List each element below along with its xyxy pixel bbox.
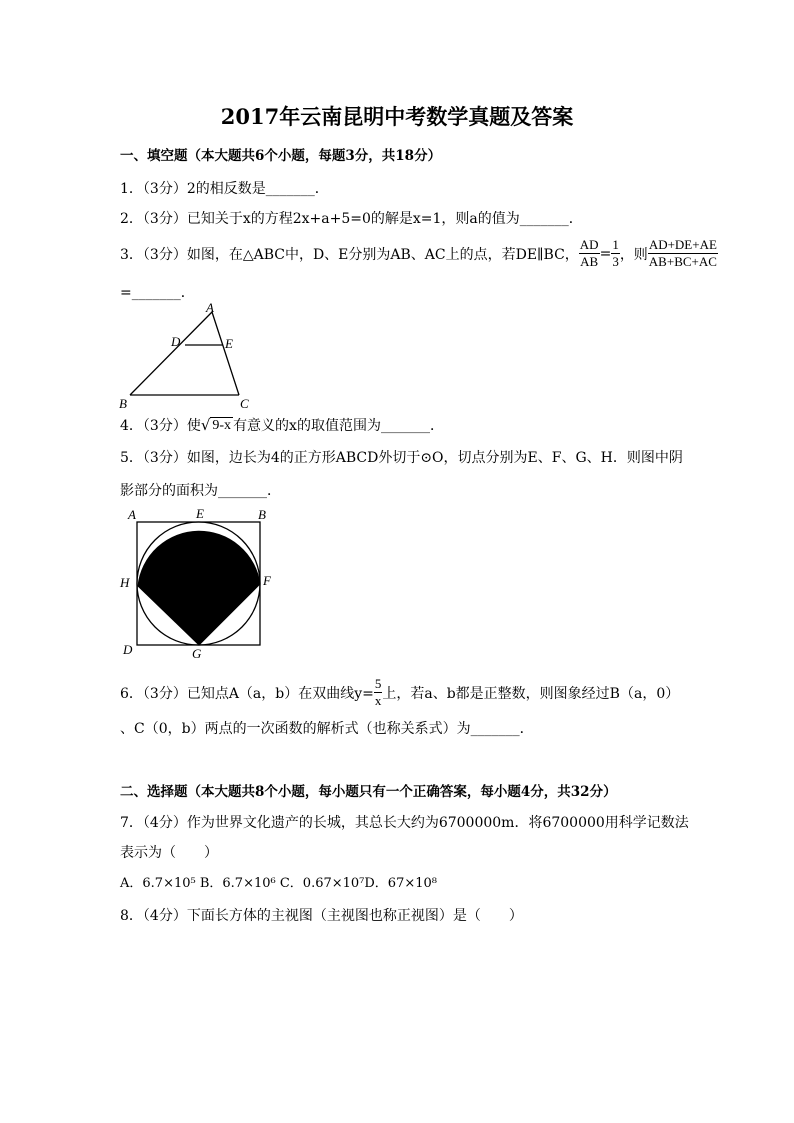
question-3 [120,237,718,270]
label-b: B [119,396,127,411]
question-3-blank: =_______． [120,285,195,301]
question-7-options: A．6.7×10⁵ B．6.7×10⁶ C．0.67×10⁷D．67×10⁸ [120,876,437,891]
page-title: 2017年云南昆明中考数学真题及答案 [220,104,574,129]
hyperbola-fraction [374,676,383,709]
ratio-fraction [579,237,600,270]
label-h: H [120,575,130,590]
question-3-text: 3．（3分）如图，在△ABC中，D、E分别为AB、AC上的点，若DE∥BC， [120,246,579,263]
label-e: E [225,336,233,351]
label-a: A [206,300,214,315]
value-numerator: 1 [612,237,619,252]
radical-sign-icon: √ [200,416,211,434]
hyperbola-numerator: 5 [374,676,382,691]
question-4 [120,415,444,435]
label-g: G [192,646,202,661]
perimeter-denominator: AB+BC+AC [648,254,717,269]
section-fill-blank-heading: 一、填空题（本大题共6个小题，每题3分，共18分） [120,148,442,164]
triangle-figure [115,300,255,412]
section-choice-heading: 二、选择题（本大题共8个小题，每小题只有一个正确答案，每小题4分，共32分） [120,784,617,800]
question-7-line-1: 7．（4分）作为世界文化遗产的长城，其总长大约为6700000m．将6700000用科学记数法 [120,815,689,831]
label-d: D [171,334,181,349]
square-circle-figure [115,505,285,667]
equals-sign: = [599,245,612,262]
ratio-numerator: AD [579,237,599,252]
question-5-line-2: 影部分的面积为_______． [120,483,281,499]
hyperbola-denominator: x [374,693,382,708]
question-6-prefix: 6．（3分）已知点A（a，b）在双曲线y= [120,685,374,702]
value-fraction [611,237,620,270]
question-5-line-1: 5．（3分）如图，边长为4的正方形ABCD外切于⊙O，切点分别为E、F、G、H．则图中阴 [120,450,683,466]
question-4-prefix: 4．（3分）使 [120,418,201,434]
question-2: 2．（3分）已知关于x的方程2x+a+5=0的解是x=1，则a的值为_______． [120,211,583,227]
question-8: 8．（4分）下面长方体的主视图（主视图也称正视图）是（ ） [120,908,523,924]
perimeter-fraction [648,237,718,270]
label-d: D [123,642,133,657]
label-b: B [258,507,266,522]
question-6-suffix: 上，若a、b都是正整数，则图象经过B（a，0） [382,685,680,702]
label-f: F [263,573,271,588]
side-ac [212,312,239,395]
side-ab [130,312,212,395]
label-a: A [128,507,136,522]
question-7-line-2: 表示为（ ） [120,845,218,861]
then-text: ，则 [619,246,648,263]
label-c: C [240,396,249,411]
question-1: 1．（3分）2的相反数是_______． [120,181,329,197]
question-6-line-2: 、C（0，b）两点的一次函数的解析式（也称关系式）为_______． [120,721,534,737]
question-4-suffix: 有意义的x的取值范围为_______． [233,418,444,434]
question-6 [120,676,679,709]
label-e: E [196,506,204,521]
value-denominator: 3 [612,254,619,269]
radicand: 9-x [212,418,232,433]
ratio-denominator: AB [580,254,599,269]
perimeter-numerator: AD+DE+AE [648,237,717,252]
